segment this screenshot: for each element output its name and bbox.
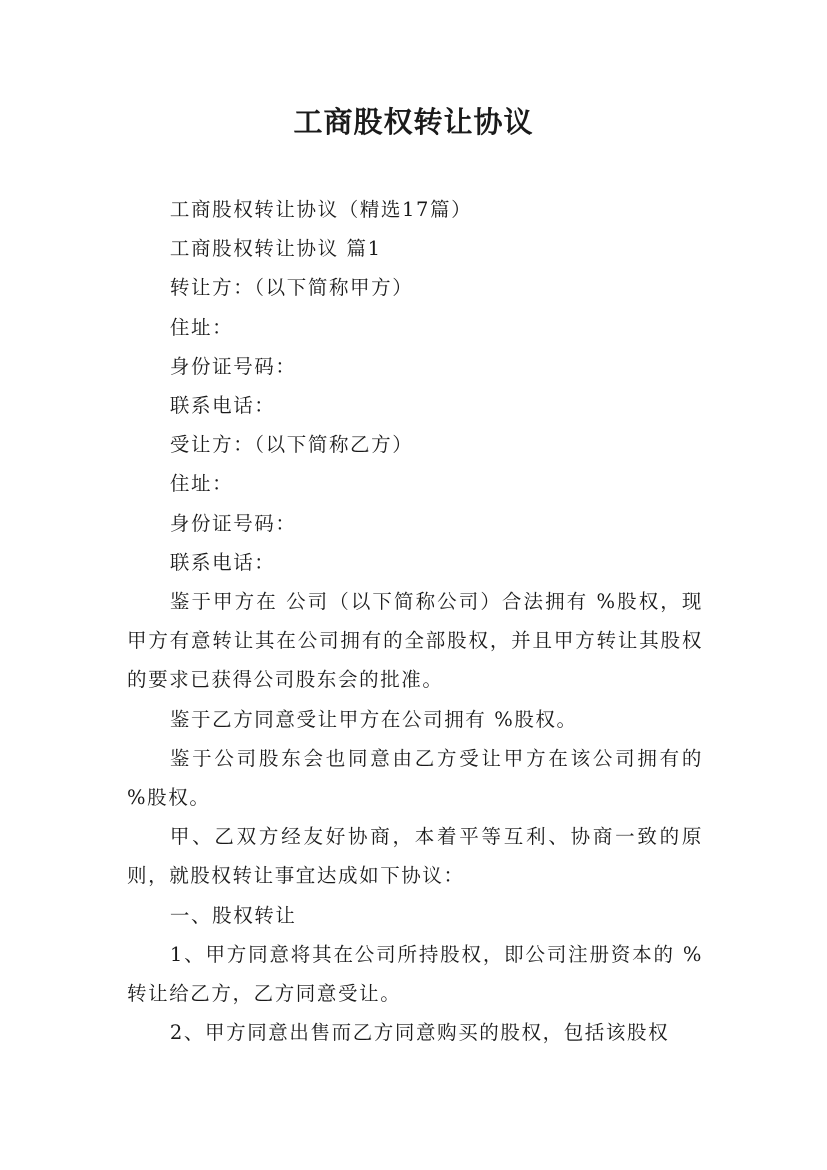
paragraph: 甲、乙双方经友好协商，本着平等互利、协商一致的原则，就股权转让事宜达成如下协议：	[127, 825, 703, 888]
paragraph: 工商股权转让协议 篇1	[169, 237, 382, 261]
paragraph: 联系电话：	[169, 394, 276, 418]
paragraph: 受让方：（以下简称乙方）	[169, 433, 414, 457]
document-body	[127, 190, 703, 1052]
paragraph: 住址：	[169, 315, 234, 339]
paragraph: 鉴于乙方同意受让甲方在公司拥有 %股权。	[169, 707, 578, 731]
document-title: 工商股权转让协议	[293, 105, 534, 139]
paragraph: 联系电话：	[169, 550, 276, 574]
paragraph: 身份证号码：	[169, 354, 297, 378]
paragraph: 鉴于甲方在 公司（以下简称公司）合法拥有 %股权，现甲方有意转让其在公司拥有的全部股权，并且甲方转让其股权的要求已获得公司股东会的批准。	[127, 590, 703, 692]
paragraph: 住址：	[169, 472, 234, 496]
paragraph: 1、甲方同意将其在公司所持股权，即公司注册资本的 %转让给乙方，乙方同意受让。	[127, 942, 703, 1006]
paragraph: 一、股权转让	[169, 903, 297, 927]
paragraph: 转让方：（以下简称甲方）	[169, 276, 414, 300]
paragraph: 工商股权转让协议（精选17篇）	[169, 198, 473, 221]
paragraph: 鉴于公司股东会也同意由乙方受让甲方在该公司拥有的 %股权。	[127, 746, 703, 810]
paragraph: 身份证号码：	[169, 511, 297, 535]
paragraph: 2、甲方同意出售而乙方同意购买的股权，包括该股权	[169, 1021, 670, 1045]
